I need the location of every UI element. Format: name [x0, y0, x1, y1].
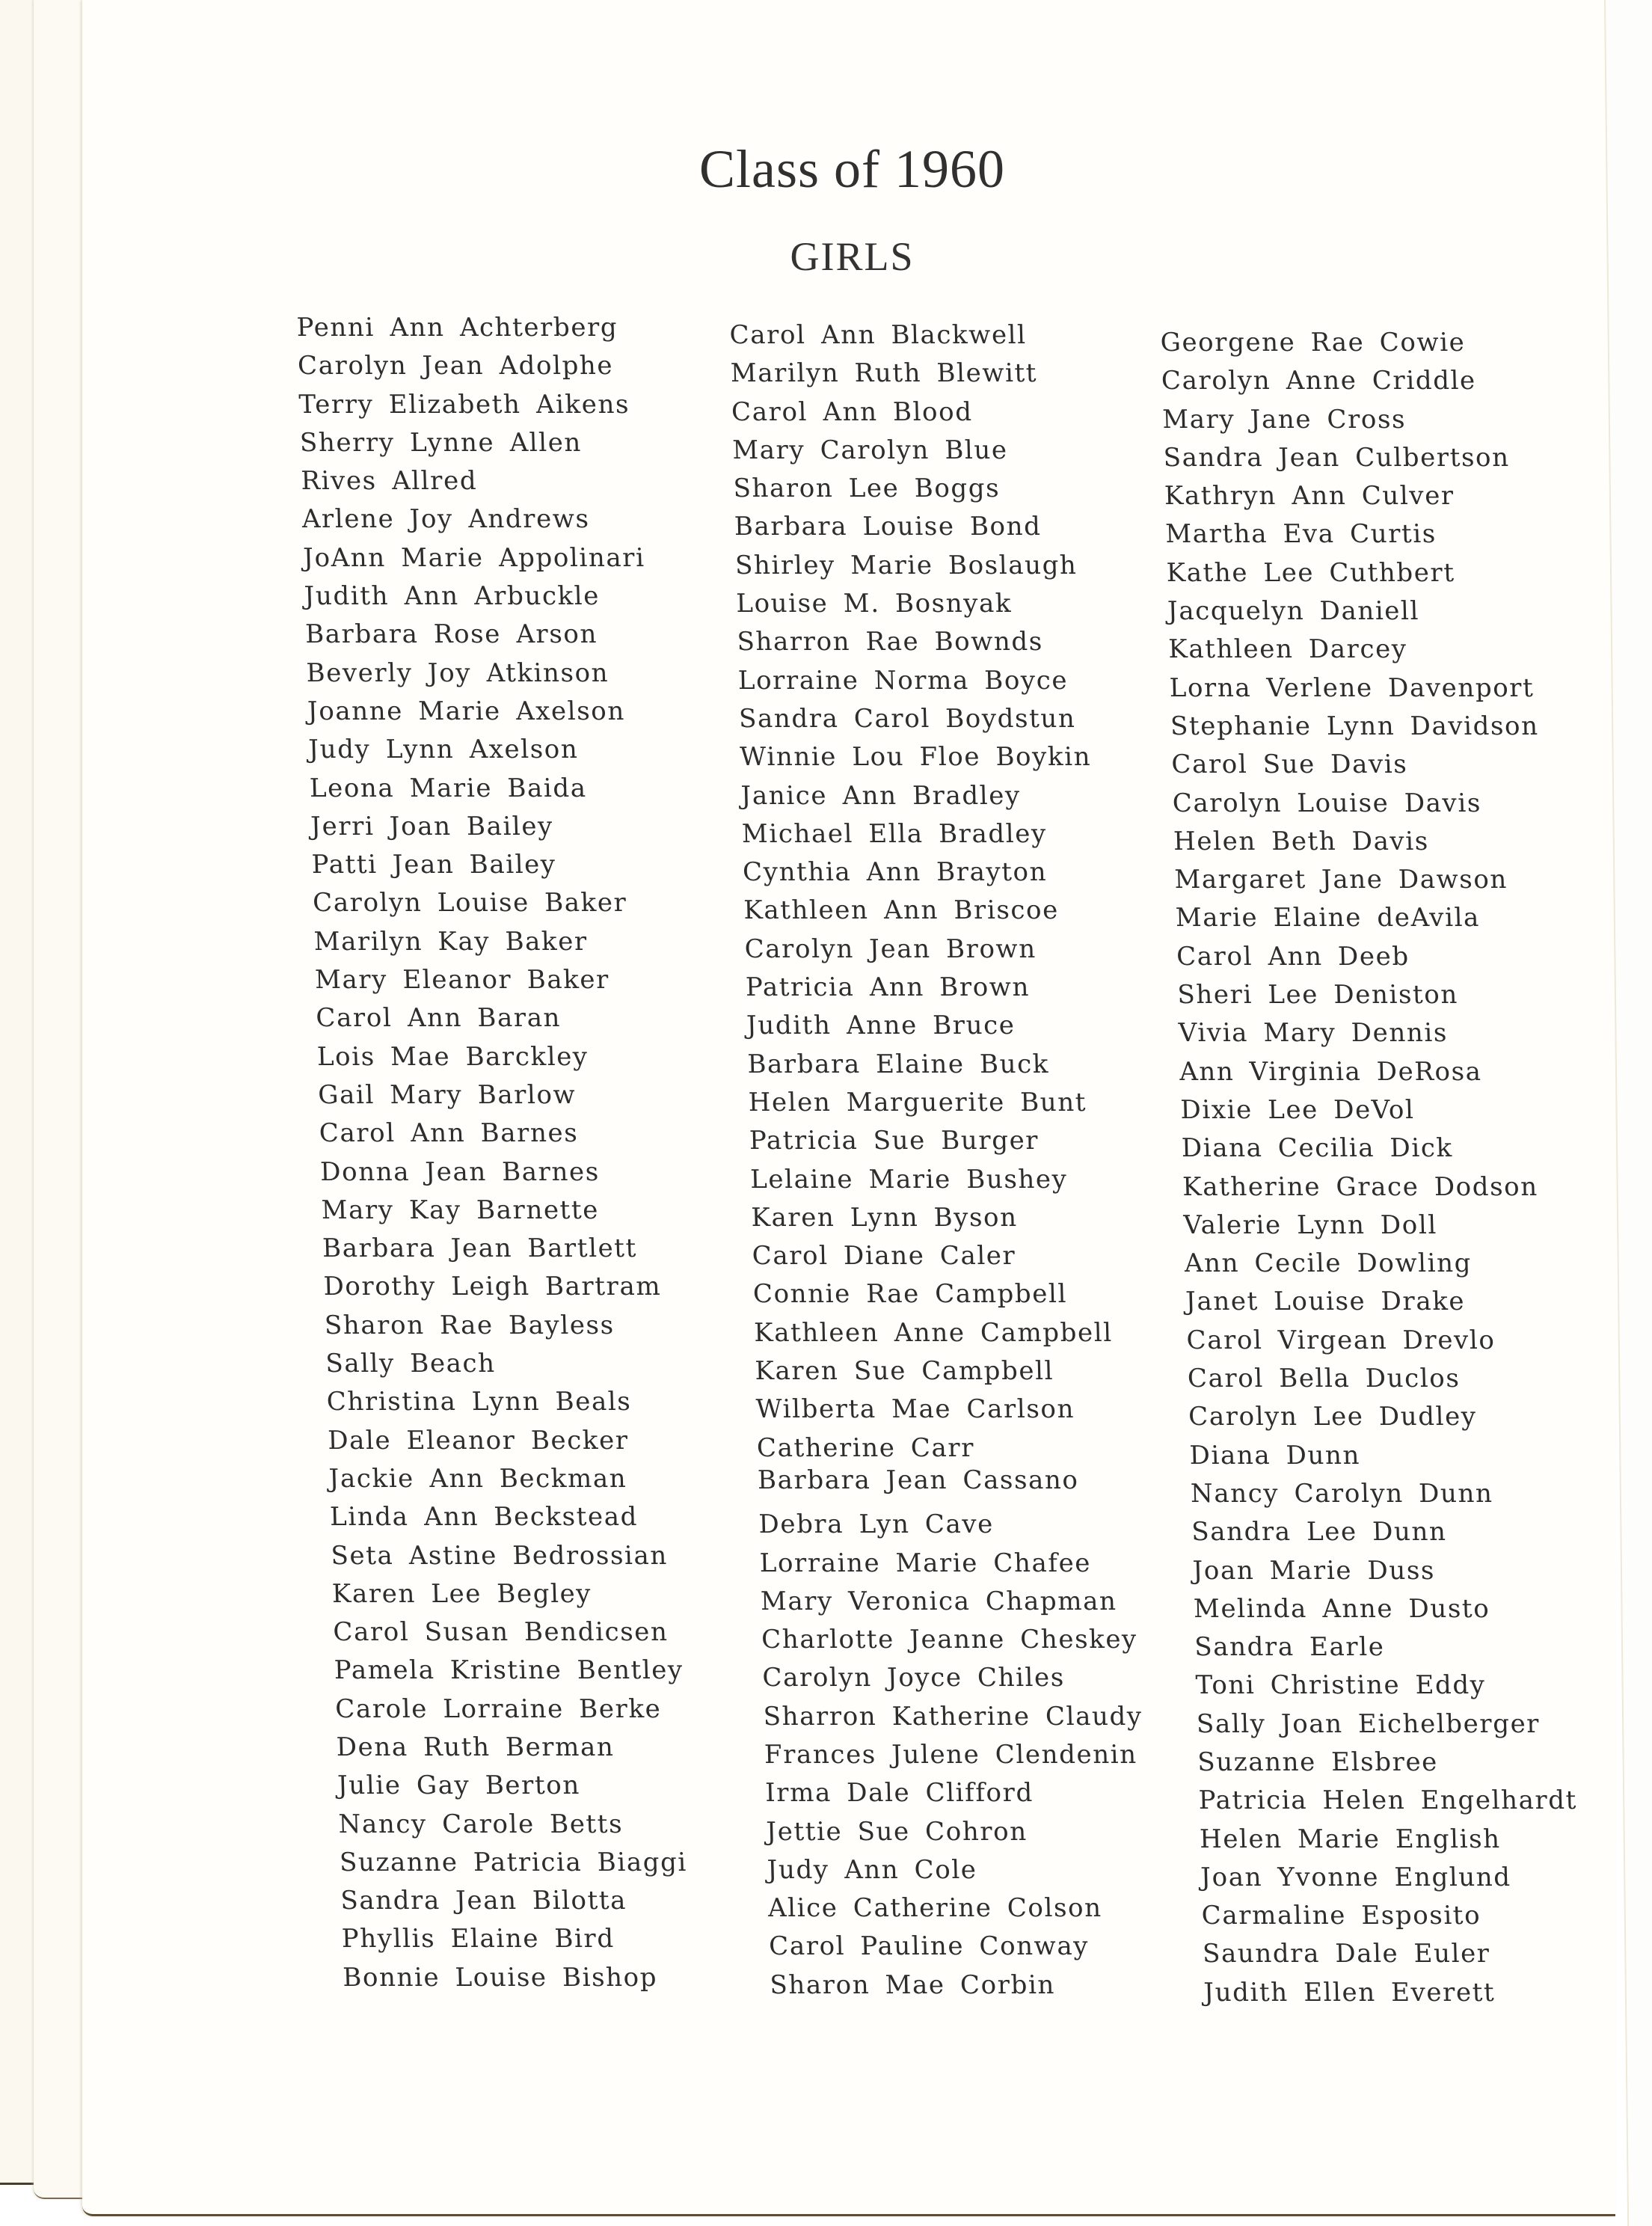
student-name: Seta Astine Bedrossian	[330, 1540, 669, 1571]
student-name: Valerie Lynn Doll	[1183, 1209, 1438, 1240]
student-name: Sandra Jean Culbertson	[1163, 442, 1511, 473]
student-name: Jacquelyn Daniell	[1167, 596, 1420, 627]
student-name: Diana Cecilia Dick	[1181, 1133, 1454, 1164]
student-name: Georgene Rae Cowie	[1160, 328, 1466, 358]
student-name: Joan Marie Duss	[1192, 1555, 1436, 1586]
student-name: Mary Veronica Chapman	[760, 1586, 1117, 1616]
student-name: Ann Cecile Dowling	[1184, 1248, 1473, 1279]
student-name: Barbara Jean Bartlett	[322, 1233, 638, 1264]
student-name: Louise M. Bosnyak	[735, 589, 1013, 619]
student-name: Rives Allred	[300, 466, 478, 497]
student-name: Nancy Carole Betts	[338, 1809, 624, 1839]
student-name: Sheri Lee Deniston	[1176, 980, 1459, 1011]
student-name: Phyllis Elaine Bird	[341, 1924, 615, 1954]
student-name: Carol Virgean Drevlo	[1186, 1325, 1496, 1355]
student-name: Connie Rae Campbell	[752, 1279, 1068, 1310]
student-name: JoAnn Marie Appolinari	[302, 542, 646, 573]
student-name: Carol Ann Barnes	[319, 1118, 579, 1149]
student-name: Kathleen Anne Campbell	[753, 1317, 1114, 1348]
student-name: Carol Ann Deeb	[1176, 941, 1410, 972]
student-name: Janice Ann Bradley	[740, 780, 1022, 811]
student-name: Donna Jean Barnes	[319, 1156, 601, 1187]
student-name: Karen Lynn Byson	[750, 1202, 1019, 1233]
student-name: Sharron Rae Bownds	[737, 627, 1044, 657]
student-name: Marilyn Kay Baker	[313, 926, 589, 957]
student-name: Carol Sue Davis	[1170, 749, 1408, 780]
student-name: Marie Elaine deAvila	[1175, 903, 1481, 933]
student-name: Helen Marguerite Bunt	[748, 1087, 1087, 1117]
student-name: Wilberta Mae Carlson	[755, 1394, 1075, 1425]
student-name: Marilyn Ruth Blewitt	[730, 358, 1038, 389]
student-name: Dixie Lee DeVol	[1179, 1094, 1415, 1125]
student-name: Katherine Grace Dodson	[1182, 1171, 1539, 1202]
student-name: Debra Lyn Cave	[758, 1509, 995, 1540]
student-name: Sandra Carol Boydstun	[738, 703, 1076, 734]
student-name: Carol Susan Bendicsen	[332, 1617, 669, 1648]
student-name: Barbara Rose Arson	[304, 619, 598, 650]
student-name: Toni Christine Eddy	[1195, 1670, 1487, 1701]
student-name: Joan Yvonne Englund	[1200, 1862, 1512, 1892]
student-name: Margaret Jane Dawson	[1173, 865, 1508, 895]
student-name: Mary Kay Barnette	[321, 1195, 600, 1225]
student-name: Melinda Anne Dusto	[1193, 1593, 1490, 1624]
student-name: Carolyn Louise Baker	[312, 888, 627, 919]
student-name: Martha Eva Curtis	[1164, 519, 1437, 550]
student-name: Barbara Jean Cassano	[757, 1465, 1079, 1495]
student-name: Sandra Jean Bilotta	[340, 1886, 627, 1916]
student-name: Sandra Lee Dunn	[1191, 1517, 1447, 1548]
student-name: Janet Louise Drake	[1185, 1287, 1466, 1317]
student-name: Frances Julene Clendenin	[764, 1739, 1138, 1770]
student-name: Judy Lynn Axelson	[307, 735, 579, 765]
student-name: Julie Gay Berton	[337, 1770, 581, 1801]
page-title: Class of 1960	[699, 139, 1005, 199]
student-name: Sally Beach	[325, 1349, 497, 1379]
student-name: Carol Ann Blood	[731, 396, 974, 427]
student-name: Helen Marie English	[1199, 1824, 1502, 1854]
student-name: Jackie Ann Beckman	[328, 1463, 627, 1494]
student-name: Winnie Lou Floe Boykin	[739, 742, 1092, 773]
student-name: Irma Dale Clifford	[764, 1778, 1034, 1809]
student-name: Dorothy Leigh Bartram	[322, 1272, 662, 1302]
student-name: Sherry Lynne Allen	[299, 427, 583, 458]
student-name: Karen Sue Campbell	[754, 1356, 1054, 1387]
student-name: Mary Carolyn Blue	[731, 435, 1009, 465]
student-name: Carole Lorraine Berke	[334, 1693, 662, 1724]
student-name: Carol Ann Blackwell	[729, 320, 1028, 350]
student-name: Saundra Dale Euler	[1202, 1939, 1491, 1969]
student-name: Christina Lynn Beals	[326, 1387, 632, 1417]
student-name: Lorna Verlene Davenport	[1169, 672, 1535, 703]
student-name: Linda Ann Beckstead	[329, 1502, 639, 1533]
student-name: Carol Diane Caler	[752, 1241, 1016, 1272]
student-name: Mary Jane Cross	[1161, 404, 1407, 435]
student-name: Patricia Sue Burger	[749, 1126, 1040, 1156]
student-name: Alice Catherine Colson	[767, 1893, 1103, 1924]
student-name: Patricia Ann Brown	[745, 972, 1031, 1003]
student-name: Sharon Rae Bayless	[324, 1310, 615, 1340]
student-name: Judith Ann Arbuckle	[304, 581, 601, 612]
student-name: Mary Eleanor Baker	[314, 965, 610, 996]
student-name: Arlene Joy Andrews	[301, 504, 591, 535]
student-name: Patricia Helen Engelhardt	[1198, 1785, 1578, 1816]
student-name: Lois Mae Barckley	[316, 1041, 589, 1072]
student-name: Sally Joan Eichelberger	[1196, 1708, 1541, 1739]
student-name: Judith Anne Bruce	[746, 1011, 1016, 1041]
student-name: Stephanie Lynn Davidson	[1170, 711, 1540, 741]
student-name: Dale Eleanor Becker	[327, 1425, 630, 1456]
student-name: Carol Ann Baran	[315, 1003, 562, 1034]
student-name: Kathe Lee Cuthbert	[1166, 557, 1456, 588]
student-name: Jerri Joan Bailey	[310, 811, 554, 841]
name-column-2	[729, 316, 1149, 2005]
student-name: Judy Ann Cole	[767, 1854, 977, 1885]
student-name: Nancy Carolyn Dunn	[1190, 1478, 1494, 1509]
student-name: Sharron Katherine Claudy	[763, 1701, 1143, 1732]
student-name: Ann Virginia DeRosa	[1179, 1056, 1482, 1087]
student-name: Catherine Carr	[756, 1432, 975, 1463]
student-name: Carol Bella Duclos	[1187, 1364, 1461, 1394]
student-name: Carolyn Jean Adolphe	[297, 351, 614, 381]
name-column-1	[296, 309, 693, 1997]
student-name: Jettie Sue Cohron	[766, 1816, 1028, 1847]
student-name: Pamela Kristine Bentley	[334, 1655, 684, 1686]
student-name: Carolyn Lee Dudley	[1188, 1402, 1478, 1432]
student-name: Beverly Joy Atkinson	[306, 657, 609, 688]
student-name: Shirley Marie Boslaugh	[734, 550, 1078, 580]
student-name: Judith Ellen Everett	[1203, 1977, 1496, 2008]
student-name: Karen Lee Begley	[331, 1578, 592, 1609]
student-name: Carolyn Jean Brown	[744, 933, 1037, 964]
student-name: Sharon Mae Corbin	[770, 1969, 1056, 2000]
student-name: Carmaline Esposito	[1201, 1901, 1481, 1931]
section-heading: GIRLS	[790, 234, 915, 279]
student-name: Cynthia Ann Brayton	[742, 857, 1048, 888]
student-name: Diana Dunn	[1189, 1440, 1361, 1471]
student-name: Sharon Lee Boggs	[733, 473, 1001, 504]
student-name: Joanne Marie Axelson	[307, 696, 626, 726]
student-name: Bonnie Louise Bishop	[342, 1962, 658, 1993]
student-name: Barbara Louise Bond	[734, 512, 1042, 542]
student-name: Carolyn Louise Davis	[1172, 788, 1482, 818]
student-name: Suzanne Elsbree	[1197, 1747, 1439, 1777]
student-name: Michael Ella Bradley	[741, 818, 1048, 849]
student-name: Dena Ruth Berman	[336, 1732, 615, 1762]
student-name: Kathleen Ann Briscoe	[743, 895, 1060, 926]
student-name: Helen Beth Davis	[1173, 826, 1430, 856]
student-name: Carolyn Joyce Chiles	[762, 1663, 1066, 1693]
student-name: Vivia Mary Dennis	[1178, 1018, 1449, 1049]
student-name: Penni Ann Achterberg	[296, 313, 618, 343]
student-name: Leona Marie Baida	[309, 773, 588, 803]
student-name: Kathryn Ann Culver	[1164, 481, 1455, 512]
student-name: Charlotte Jeanne Cheskey	[761, 1625, 1138, 1655]
student-name: Carolyn Anne Criddle	[1161, 366, 1477, 396]
name-column-3	[1160, 324, 1582, 2012]
student-name: Kathleen Darcey	[1167, 634, 1408, 665]
student-name: Suzanne Patricia Biaggi	[339, 1847, 688, 1877]
student-name: Lelaine Marie Bushey	[749, 1164, 1068, 1195]
student-name: Carol Pauline Conway	[768, 1931, 1090, 1962]
student-name: Lorraine Norma Boyce	[737, 665, 1069, 696]
student-name: Gail Mary Barlow	[317, 1079, 577, 1110]
student-name: Barbara Elaine Buck	[746, 1049, 1050, 1079]
student-name: Patti Jean Bailey	[311, 850, 557, 880]
student-name: Sandra Earle	[1194, 1632, 1385, 1663]
student-name: Terry Elizabeth Aikens	[298, 389, 630, 420]
student-name: Lorraine Marie Chafee	[759, 1548, 1092, 1578]
